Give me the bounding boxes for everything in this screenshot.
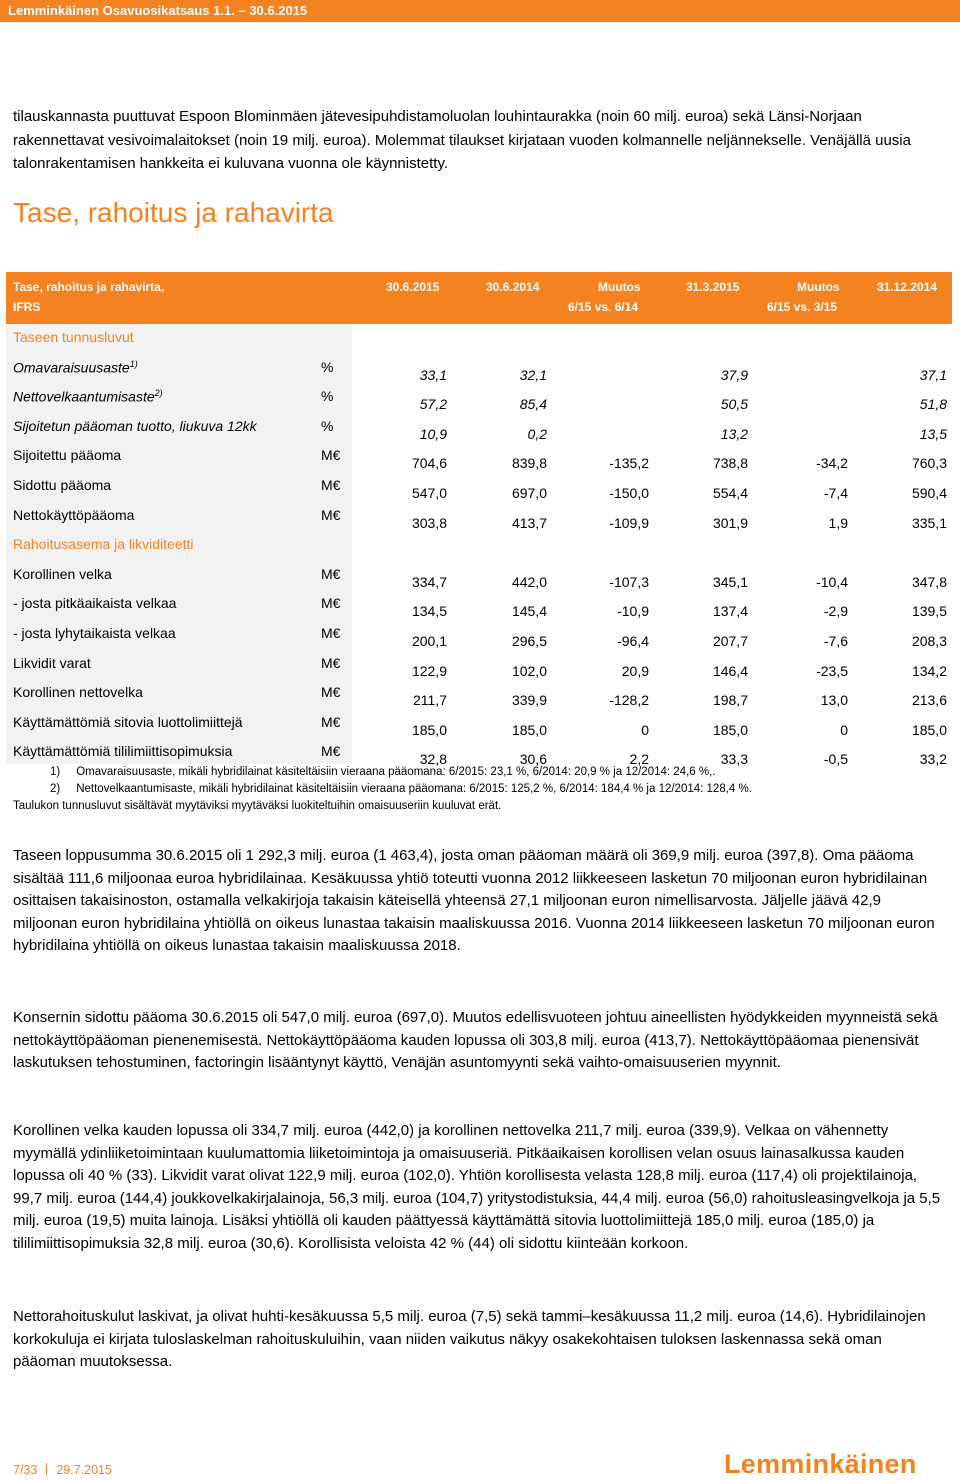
row-label-text: Omavaraisuusaste: [13, 359, 130, 376]
table-cell: 33,1: [419, 366, 447, 383]
table-row: [6, 650, 952, 680]
table-row: [6, 590, 952, 620]
table-cell: 134,2: [911, 662, 947, 679]
table-cell: 554,4: [712, 485, 748, 501]
table-cell: 347,8: [911, 573, 947, 590]
table-row: [6, 620, 952, 650]
row-label: [13, 477, 111, 493]
table-cell: 146,4: [712, 662, 748, 679]
row-label: [13, 595, 176, 611]
table-cell: -135,2: [609, 455, 649, 472]
table-cell: 145,4: [511, 603, 547, 620]
table-cell: 0: [641, 721, 649, 738]
table-cell: 200,1: [411, 633, 447, 649]
table-group-heading: [6, 531, 952, 561]
table-cell: -107,3: [609, 573, 649, 590]
col-header-change-1-sub: 6/15 vs. 6/14: [568, 300, 639, 314]
table-cell: 208,3: [911, 633, 947, 649]
table-cell: 139,5: [911, 603, 947, 620]
table-cell: 207,7: [712, 633, 748, 649]
row-unit: %: [321, 358, 334, 375]
table-cell: -10,4: [816, 573, 848, 590]
table-cell: 213,6: [911, 692, 947, 709]
table-cell: 547,0: [411, 485, 447, 501]
row-unit: %: [321, 417, 334, 434]
footer-separator: [46, 1463, 47, 1475]
section-title: Tase, rahoitus ja rahavirta: [13, 197, 334, 228]
table-cell: 134,5: [411, 603, 447, 620]
table-cell: 51,8: [919, 396, 947, 413]
footer-date: 29.7.2015: [56, 1463, 112, 1477]
col-header-31-3-2015: 31.3.2015: [686, 280, 740, 294]
row-label-text: Korollinen nettovelka: [13, 684, 143, 701]
row-label: [13, 418, 257, 434]
table-group-heading: [6, 324, 952, 354]
row-unit: M€: [321, 684, 341, 701]
table-cell: 2,2: [629, 751, 649, 768]
footnote-2: 2) Nettovelkaantumisaste, mikäli hybridilainat käsiteltäisiin vieraana pääomana: 6/2015: 125,2 %, 6/2014: 184,4 % ja 12/2014: 128,4 %.: [50, 783, 752, 795]
row-label: [13, 507, 134, 523]
intro-paragraph: tilauskannasta puuttuvat Espoon Blominmäen jätevesipuhdistamoluolan louhintaurakka (noin 60 milj. euroa) sekä Länsi-Norjaan rakennettavat vesivoimalaitokset (noin 19 milj. euroa). Molemmat tilaukset kirjataan vuoden kolmannelle neljännekselle. Venäjällä uusia talonrakentamisen hankkeita ei kuluvana vuonna ole käynnistetty.: [13, 108, 911, 172]
row-unit: M€: [321, 506, 341, 523]
table-cell: 13,2: [720, 425, 748, 442]
table-cell: -34,2: [816, 455, 848, 472]
table-row: [6, 561, 952, 591]
table-cell: -10,9: [617, 603, 649, 620]
paragraph-interest-bearing-debt: Korollinen velka kauden lopussa oli 334,7 milj. euroa (442,0) ja korollinen nettovelka 211,7 milj. euroa (339,9). Velkaa on vähennetty myymällä ydinliiketoimintaan kuulumattomia liiketoimintoja ja omaisuuseriä. Pitkäaikaisen korollisen velan osuus lainasalkussa kauden lopussa oli 40 % (33). Likvidit varat olivat 122,9 milj. euroa (102,0). Yhtiön korollisesta velasta 128,8 milj. euroa (117,4) oli projektilainoja, 99,7 milj. euroa (144,4) joukkovelkakirjalainoja, 56,3 milj. euroa (104,7) yritystodistuksia, 44,4 milj. euroa (56,0) rahoitusleasingvelkoja ja 5,5 milj. euroa (19,5) muita lainoja. Lisäksi yhtiöllä oli kauden päättyessä käyttämättä sitovia luottolimiittejä 185,0 milj. euroa (185,0) ja tililimiittisopimuksia 32,8 milj. euroa (30,6). Korollisista veloista 42 % (44) oli sidottu kiinteään korkoon.: [13, 1122, 941, 1252]
group-heading-label: Taseen tunnusluvut: [13, 329, 134, 345]
table-cell: 590,4: [911, 485, 947, 501]
table-cell: 442,0: [511, 573, 547, 590]
table-cell: 303,8: [411, 514, 447, 531]
table-cell: 211,7: [413, 692, 447, 709]
table-cell: 185,0: [911, 721, 947, 738]
table-cell: 32,1: [519, 366, 547, 383]
table-cell: 122,9: [411, 662, 447, 679]
table-cell: 301,9: [712, 514, 748, 531]
table-cell: -96,4: [617, 633, 649, 649]
row-label-text: Käyttämättömiä sitovia luottolimiittejä: [13, 713, 243, 730]
page-number: 7/33: [13, 1463, 38, 1477]
document-header-bar: [0, 0, 960, 22]
table-cell: 334,7: [411, 573, 447, 590]
table-footnotes: [13, 764, 948, 815]
row-label: [13, 359, 138, 376]
row-unit: M€: [321, 743, 341, 760]
footnote-1: 1) Omavaraisuusaste, mikäli hybridilainat käsiteltäisiin vieraana pääomana: 6/2015: 23,1 %, 6/2014: 20,9 % ja 12/2014: 24,6 %,.: [50, 766, 716, 778]
row-label: [13, 447, 121, 463]
row-label-text: Likvidit varat: [13, 654, 91, 671]
row-label: [13, 684, 143, 700]
row-label-text: Käyttämättömiä tililimiittisopimuksia: [13, 743, 233, 760]
table-cell: -7,6: [823, 633, 848, 649]
row-label: [13, 566, 112, 582]
row-unit: M€: [321, 447, 341, 464]
col-header-30-6-2014: 30.6.2014: [486, 280, 540, 294]
footnote-marker: 2): [154, 388, 163, 399]
row-label: [13, 625, 176, 641]
table-cell: 57,2: [419, 396, 447, 413]
table-cell: 50,5: [720, 396, 748, 413]
table-row: [6, 709, 952, 739]
row-label-text: Sidottu pääoma: [13, 477, 112, 493]
row-label-text: Sijoitetun pääoman tuotto, liukuva 12kk: [13, 417, 257, 434]
table-cell: 0: [840, 721, 848, 738]
table-cell: 20,9: [621, 662, 649, 679]
table-title-line1: Tase, rahoitus ja rahavirta,: [13, 280, 165, 294]
col-header-31-12-2014: 31.12.2014: [877, 280, 938, 294]
table-cell: 185,0: [511, 721, 547, 738]
table-row: [6, 502, 952, 532]
paragraph-financing-costs: Nettorahoituskulut laskivat, ja olivat huhti-kesäkuussa 5,5 milj. euroa (7,5) sekä tammi–kesäkuussa 11,2 milj. euroa (14,6). Hybridilainojen korkokuluja ei kirjata tuloslaskelman rahoituskuluihin, vaan niiden vaikutus näkyy osakekohtaisen tuloksen laskennassa sekä oman pääoman muutoksessa.: [13, 1308, 926, 1370]
row-label: [13, 714, 243, 730]
footnote-marker: 1): [129, 358, 138, 369]
table-title-line2: IFRS: [13, 300, 41, 314]
table-cell: 335,1: [911, 514, 947, 531]
row-label: [13, 743, 232, 759]
col-header-change-2-sub: 6/15 vs. 3/15: [767, 300, 838, 314]
table-header: [6, 272, 952, 324]
table-cell: 198,7: [712, 692, 748, 709]
row-unit: M€: [321, 565, 341, 582]
table-cell: 32,8: [419, 751, 447, 768]
table-row: [6, 442, 952, 472]
table-cell: 413,7: [511, 514, 547, 531]
row-unit: M€: [321, 625, 341, 641]
table-cell: 10,9: [419, 425, 447, 442]
table-cell: -0,5: [823, 751, 848, 768]
table-cell: 0,2: [527, 425, 547, 442]
page-footer: [13, 1463, 112, 1477]
col-header-change-2: Muutos: [797, 280, 840, 294]
table-row: [6, 679, 952, 709]
table-cell: -7,4: [823, 485, 848, 501]
table-cell: 1,9: [828, 514, 848, 531]
table-cell: 704,6: [411, 455, 447, 472]
table-cell: 345,1: [712, 573, 748, 590]
paragraph-balance-total: Taseen loppusumma 30.6.2015 oli 1 292,3 milj. euroa (1 463,4), josta oman pääoman määrä oli 369,9 milj. euroa (397,8). Oma pääoma sisältää 111,6 miljoonaa euroa hybridilainaa. Kesäkuussa yhtiö toteutti vuonna 2012 liikkeeseen lasketun 70 miljoonan euron hybridilainan osittaisen takaisinoston, ostamalla velkakirjoja takaisin käteisellä yhteensä 27,1 miljoonan euron nimellisarvosta. Jäljelle jäävä 42,9 miljoonan euron hybridilaina yhtiöllä on oikeus lunastaa takaisin maaliskuussa 2016. Vuonna 2014 liikkeeseen lasketun 70 miljoonan euron hybridilaina yhtiöllä on oikeus lunastaa takaisin maaliskuussa 2018.: [13, 847, 935, 954]
table-cell: 102,0: [511, 662, 547, 679]
table-cell: 738,8: [712, 455, 748, 472]
table-cell: -128,2: [609, 692, 649, 709]
table-cell: -23,5: [816, 662, 848, 679]
table-cell: 13,5: [919, 425, 947, 442]
col-header-30-6-2015: 30.6.2015: [386, 280, 440, 294]
table-cell: 137,4: [712, 603, 748, 620]
table-cell: 30,6: [519, 751, 547, 768]
row-label-text: - josta lyhytaikaista velkaa: [13, 625, 176, 641]
table-cell: 33,3: [720, 751, 748, 768]
row-unit: M€: [321, 654, 341, 671]
table-row: [6, 472, 952, 502]
table-cell: 37,9: [720, 366, 748, 383]
company-logo: Lemminkäinen: [724, 1449, 917, 1479]
table-cell: 85,4: [519, 396, 547, 413]
row-label-text: Sijoitettu pääoma: [13, 447, 122, 464]
col-header-change-1: Muutos: [598, 280, 641, 294]
group-heading-label: Rahoitusasema ja likviditeetti: [13, 536, 194, 553]
table-cell: 33,2: [919, 751, 947, 768]
table-row: [6, 413, 952, 443]
row-label: [13, 388, 163, 405]
table-cell: -2,9: [823, 603, 848, 620]
table-cell: -150,0: [609, 485, 649, 501]
row-unit: %: [321, 388, 334, 405]
table-cell: 697,0: [511, 485, 547, 501]
table-cell: 760,3: [911, 455, 947, 472]
table-cell: 839,8: [511, 455, 547, 472]
table-row: [6, 354, 952, 384]
row-unit: M€: [321, 713, 341, 730]
paragraph-capital-employed: Konsernin sidottu pääoma 30.6.2015 oli 547,0 milj. euroa (697,0). Muutos edellisvuoteen johtuu aineellisten hyödykkeiden myynneistä sekä nettokäyttöpääoman pienenemisestä. Nettokäyttöpääoma kauden lopussa oli 303,8 milj. euroa (413,7). Nettokäyttöpääomaa pienensivät laskutuksen tehostuminen, factoringin lisääntynyt käyttö, Venäjän asuntomyynti sekä vaihto-omaisuuserien myynnit.: [13, 1009, 938, 1071]
document-title: Lemminkäinen Osavuosikatsaus 1.1. – 30.6.2015: [8, 3, 308, 18]
row-unit: M€: [321, 595, 341, 612]
table-cell: 185,0: [712, 721, 748, 738]
table-cell: 296,5: [511, 633, 547, 649]
row-label-text: - josta pitkäaikaista velkaa: [13, 595, 177, 612]
table-cell: 37,1: [919, 366, 947, 383]
table-cell: -109,9: [609, 514, 649, 531]
row-label: [13, 655, 91, 671]
row-label-text: Korollinen velka: [13, 565, 112, 582]
footnote-3: Taulukon tunnusluvut sisältävät myytäviksi myytäväksi luokiteltuihin omaisuuseriin kuuluvat erät.: [13, 800, 502, 812]
table-cell: 13,0: [820, 692, 848, 709]
table-row: [6, 383, 952, 413]
row-label-text: Nettovelkaantumisaste: [13, 388, 155, 405]
balance-sheet-table: [6, 272, 952, 768]
table-cell: 339,9: [511, 692, 547, 709]
row-unit: M€: [321, 477, 341, 493]
row-label-text: Nettokäyttöpääoma: [13, 506, 135, 523]
table-cell: 185,0: [411, 721, 447, 738]
